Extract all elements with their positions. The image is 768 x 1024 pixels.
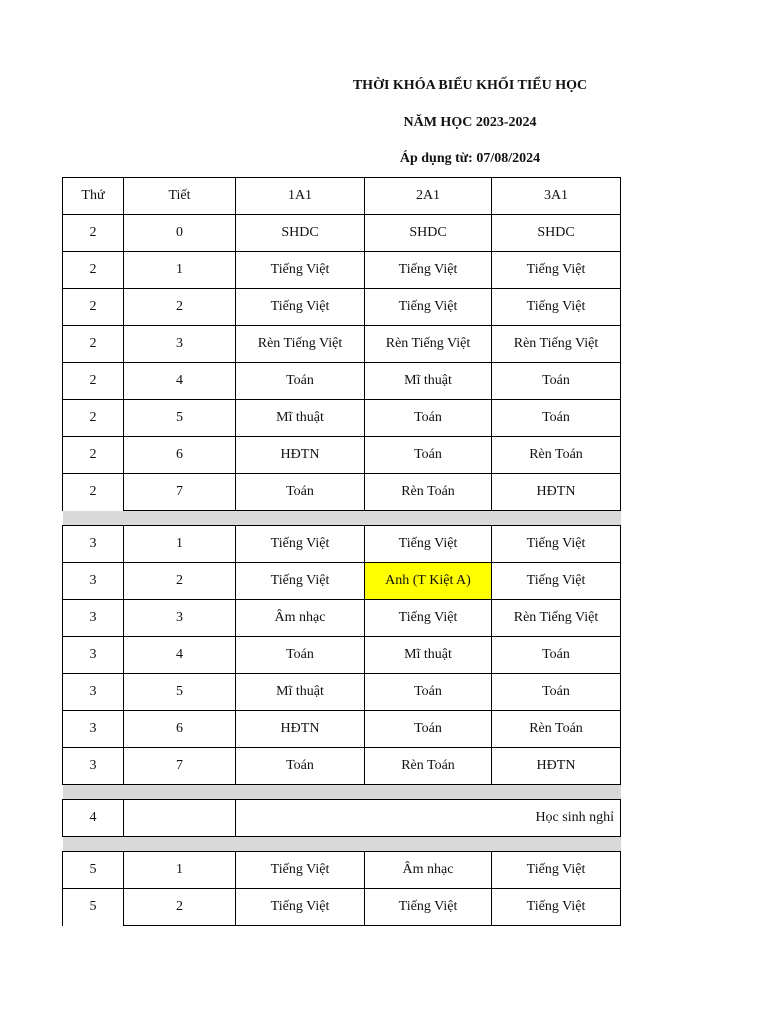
period-cell: 2 xyxy=(124,563,236,600)
day-cell: 3 xyxy=(63,748,124,785)
day-cell: 3 xyxy=(63,526,124,563)
subject-cell: Tiếng Việt xyxy=(365,600,492,637)
period-cell: 5 xyxy=(124,674,236,711)
table-row xyxy=(63,326,621,363)
table-row xyxy=(63,600,621,637)
subject-cell: Rèn Toán xyxy=(365,474,492,511)
period-cell: 5 xyxy=(124,400,236,437)
separator-bar xyxy=(63,837,621,852)
table-row xyxy=(63,526,621,563)
table-row xyxy=(63,289,621,326)
table-row xyxy=(63,748,621,785)
subject-cell: Toán xyxy=(365,400,492,437)
subject-cell: Rèn Toán xyxy=(365,748,492,785)
subject-cell: SHDC xyxy=(236,215,365,252)
header-row xyxy=(63,178,621,215)
subject-cell: Mĩ thuật xyxy=(236,674,365,711)
subject-cell: Tiếng Việt xyxy=(492,889,621,926)
period-cell: 3 xyxy=(124,600,236,637)
subject-cell: Toán xyxy=(492,363,621,400)
period-cell: 6 xyxy=(124,437,236,474)
day-cell: 3 xyxy=(63,563,124,600)
period-cell xyxy=(124,800,236,837)
table-row xyxy=(63,674,621,711)
table-row xyxy=(63,363,621,400)
highlighted-subject-cell: Anh (T Kiệt A) xyxy=(365,563,492,600)
day-cell: 5 xyxy=(63,852,124,889)
separator-bar xyxy=(63,785,621,800)
day-separator xyxy=(63,785,621,800)
subject-cell: SHDC xyxy=(365,215,492,252)
period-cell: 7 xyxy=(124,748,236,785)
subject-cell: Tiếng Việt xyxy=(365,252,492,289)
period-cell: 1 xyxy=(124,526,236,563)
subject-cell: Toán xyxy=(365,674,492,711)
applied-date: Áp dụng từ: 07/08/2024 xyxy=(399,151,541,166)
school-year: NĂM HỌC 2023-2024 xyxy=(403,115,537,130)
period-cell: 1 xyxy=(124,252,236,289)
day-off-note: Học sinh nghỉ xyxy=(236,800,621,837)
subject-cell: Rèn Tiếng Việt xyxy=(492,326,621,363)
subject-cell: Mĩ thuật xyxy=(236,400,365,437)
table-row xyxy=(63,852,621,889)
subject-cell: Tiếng Việt xyxy=(492,289,621,326)
subject-cell: Toán xyxy=(365,711,492,748)
subject-cell: Tiếng Việt xyxy=(365,526,492,563)
subject-cell: Mĩ thuật xyxy=(365,637,492,674)
subject-cell: HĐTN xyxy=(236,437,365,474)
subject-cell: SHDC xyxy=(492,215,621,252)
period-cell: 4 xyxy=(124,637,236,674)
subject-cell: Toán xyxy=(236,637,365,674)
header-cell-2a1: 2A1 xyxy=(365,178,492,215)
day-cell: 5 xyxy=(63,889,124,926)
subject-cell: Tiếng Việt xyxy=(236,563,365,600)
table-row xyxy=(63,711,621,748)
subject-cell: Rèn Toán xyxy=(492,437,621,474)
subject-cell: Mĩ thuật xyxy=(365,363,492,400)
subject-cell: Tiếng Việt xyxy=(236,889,365,926)
day-cell: 2 xyxy=(63,252,124,289)
day-cell: 2 xyxy=(63,400,124,437)
day-cell: 2 xyxy=(63,437,124,474)
subject-cell: Toán xyxy=(492,637,621,674)
subject-cell: Toán xyxy=(492,674,621,711)
subject-cell: Tiếng Việt xyxy=(492,252,621,289)
table-row xyxy=(63,474,621,511)
period-cell: 1 xyxy=(124,852,236,889)
table-row xyxy=(63,800,621,837)
subject-cell: Tiếng Việt xyxy=(365,289,492,326)
subject-cell: HĐTN xyxy=(492,748,621,785)
subject-cell: Toán xyxy=(236,363,365,400)
subject-cell: Toán xyxy=(236,474,365,511)
period-cell: 4 xyxy=(124,363,236,400)
day-cell: 2 xyxy=(63,363,124,400)
subject-cell: Tiếng Việt xyxy=(236,852,365,889)
subject-cell: Tiếng Việt xyxy=(236,526,365,563)
day-separator xyxy=(63,837,621,852)
subject-cell: Tiếng Việt xyxy=(492,526,621,563)
subject-cell: Rèn Tiếng Việt xyxy=(365,326,492,363)
subject-cell: Toán xyxy=(492,400,621,437)
table-row xyxy=(63,563,621,600)
period-cell: 2 xyxy=(124,889,236,926)
subject-cell: Tiếng Việt xyxy=(492,852,621,889)
day-cell: 2 xyxy=(63,289,124,326)
subject-cell: Rèn Tiếng Việt xyxy=(492,600,621,637)
table-row xyxy=(63,215,621,252)
day-cell: 2 xyxy=(63,474,124,511)
day-cell: 3 xyxy=(63,637,124,674)
day-cell: 3 xyxy=(63,674,124,711)
subject-cell: Rèn Tiếng Việt xyxy=(236,326,365,363)
subject-cell: Tiếng Việt xyxy=(492,563,621,600)
subject-cell: Âm nhạc xyxy=(236,600,365,637)
header-cell-period: Tiết xyxy=(124,178,236,215)
period-cell: 7 xyxy=(124,474,236,511)
subject-cell: HĐTN xyxy=(236,711,365,748)
header-cell-1a1: 1A1 xyxy=(236,178,365,215)
day-cell: 2 xyxy=(63,326,124,363)
table-row xyxy=(63,637,621,674)
table-row xyxy=(63,400,621,437)
subject-cell: Tiếng Việt xyxy=(365,889,492,926)
subject-cell: Tiếng Việt xyxy=(236,289,365,326)
page-title: THỜI KHÓA BIỂU KHỐI TIỂU HỌC xyxy=(352,78,588,93)
subject-cell: HĐTN xyxy=(492,474,621,511)
subject-cell: Âm nhạc xyxy=(365,852,492,889)
subject-cell: Toán xyxy=(365,437,492,474)
subject-cell: Tiếng Việt xyxy=(236,252,365,289)
period-cell: 6 xyxy=(124,711,236,748)
table-row xyxy=(63,252,621,289)
day-cell: 2 xyxy=(63,215,124,252)
header-cell-3a1: 3A1 xyxy=(492,178,621,215)
day-cell: 3 xyxy=(63,711,124,748)
day-cell: 3 xyxy=(63,600,124,637)
separator-bar xyxy=(63,511,621,526)
period-cell: 3 xyxy=(124,326,236,363)
day-cell: 4 xyxy=(63,800,124,837)
subject-cell: Rèn Toán xyxy=(492,711,621,748)
timetable xyxy=(62,177,621,926)
day-separator xyxy=(63,511,621,526)
header-cell-day: Thứ xyxy=(63,178,124,215)
table-row xyxy=(63,889,621,926)
subject-cell: Toán xyxy=(236,748,365,785)
table-row xyxy=(63,437,621,474)
period-cell: 2 xyxy=(124,289,236,326)
period-cell: 0 xyxy=(124,215,236,252)
